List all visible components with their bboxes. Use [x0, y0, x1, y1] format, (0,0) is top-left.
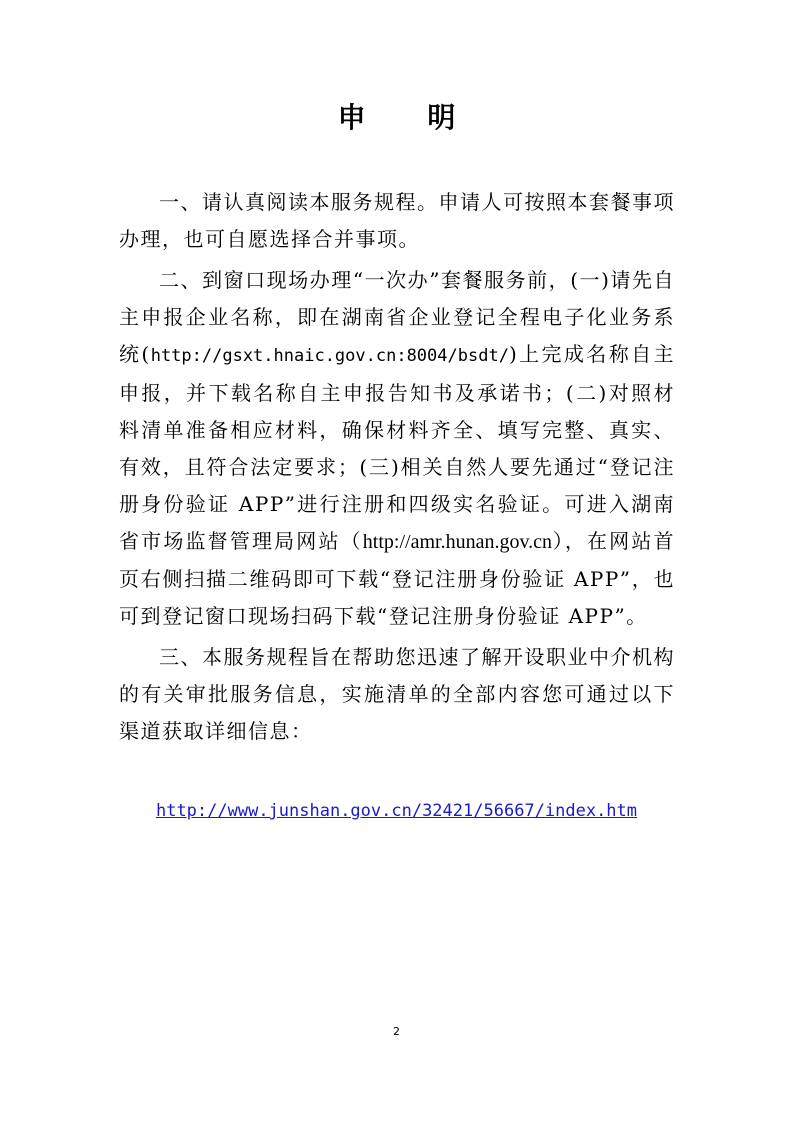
info-link[interactable]: http://www.junshan.gov.cn/32421/56667/index.htm	[155, 801, 638, 821]
paragraph-2-text-3: ），在网站首页右侧扫描二维码即可下载“登记注册身份验证 APP”，也可到登记窗口现场扫码下载“登记注册身份验证 APP”。	[119, 529, 676, 628]
page-number: 2	[393, 1025, 400, 1038]
paragraph-1: 一、请认真阅读本服务规程。申请人可按照本套餐事项办理，也可自愿选择合并事项。	[119, 190, 675, 251]
website-url: http://amr.hunan.gov.cn	[362, 531, 553, 553]
info-link-line	[0, 796, 793, 826]
page-title: 申 明	[337, 101, 482, 134]
paragraph-3: 三、本服务规程旨在帮助您迅速了解开设职业中介机构的有关审批服务信息，实施清单的全部内容您可通过以下渠道获取详细信息：	[119, 645, 675, 743]
system-url: http://gsxt.hnaic.gov.cn:8004/bsdt/	[150, 346, 509, 366]
document-body	[119, 184, 675, 754]
paragraph-2-text-1: 二、到窗口现场办理“一次办”套餐服务前，(一)请先自主申报企业名称，即在湖南省企业登记全程电子化业务系统(	[119, 268, 675, 366]
paragraph-2-text-2: )上完成名称自主申报，并下载名称自主申报告知书及承诺书；(二)对照材料清单准备相应材料，确保材料齐全、填写完整、真实、有效，且符合法定要求；(三)相关自然人要先通过“登记注册身份验证 APP”进行注册和四级实名验证。可进入湖南省市场监督管理局网站（	[119, 342, 675, 553]
paragraph-2	[119, 262, 675, 635]
